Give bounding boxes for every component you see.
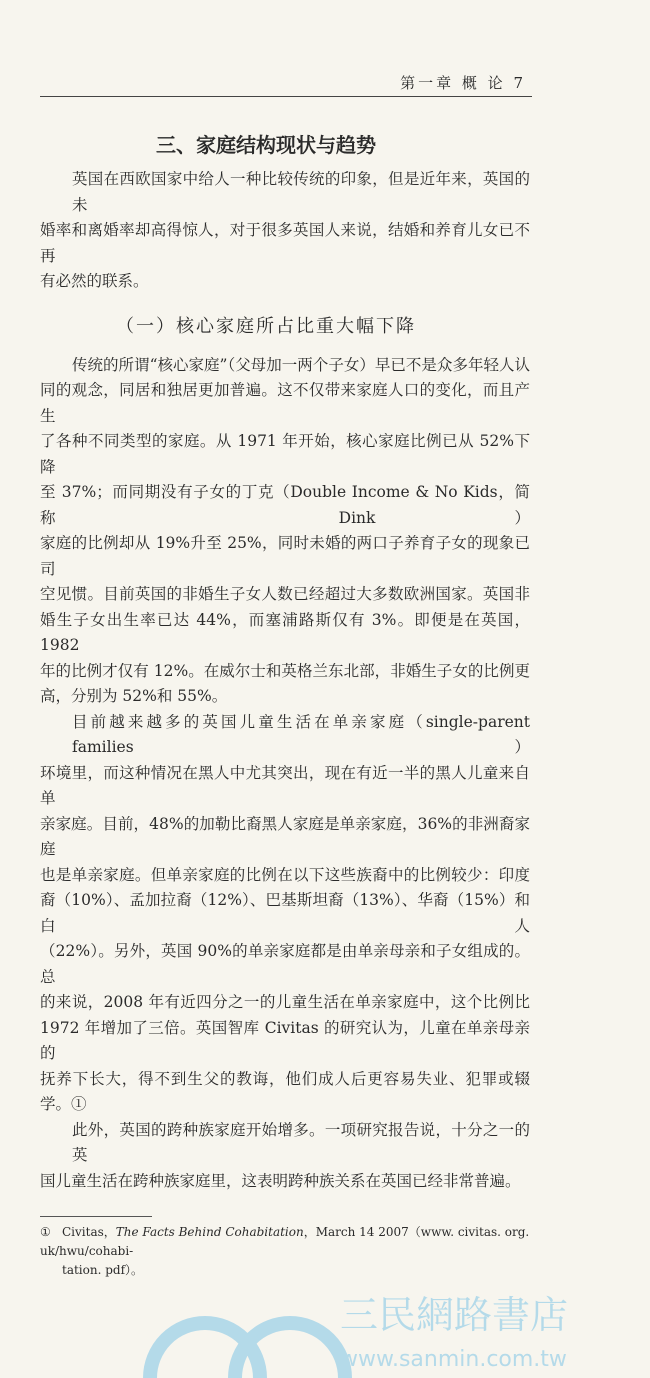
text-line: 婚生子女出生率已达 44%，而塞浦路斯仅有 3%。即便是在英国，1982 [40, 610, 530, 654]
footnote-source: ，March 14 2007（www. civitas. org. uk/hwu/cohabi- [40, 1225, 530, 1258]
text-line: 了各种不同类型的家庭。从 1971 年开始，核心家庭比例已从 52%下降 [40, 432, 530, 476]
text-line: 裔（10%）、孟加拉裔（12%）、巴基斯坦裔（13%）、华裔（15%）和白人 [40, 891, 530, 935]
footnote-title: The Facts Behind Cohabitation [115, 1225, 304, 1239]
text-line: 有必然的联系。 [40, 272, 149, 290]
paragraph-4 [40, 1118, 530, 1195]
paragraph-3 [40, 710, 530, 1118]
text-line: 环境里，而这种情况在黑人中尤其突出，现在有近一半的黑人儿童来自单 [40, 763, 530, 807]
text-line: 1972 年增加了三倍。英国智库 Civitas 的研究认为，儿童在单亲母亲的 [40, 1018, 530, 1062]
page-header-text: 第一章 概 论 7 [400, 74, 526, 92]
text-line: 高，分别为 52%和 55%。 [40, 687, 228, 705]
text-line: 的来说，2008 年有近四分之一的儿童生活在单亲家庭中，这个比例比 [40, 993, 530, 1011]
page-column [40, 72, 569, 1378]
footnote-divider [40, 1216, 152, 1217]
section-title: 三、家庭结构现状与趋势 [156, 133, 376, 157]
text-line: 英国在西欧国家中给人一种比较传统的印象，但是近年来，英国的未 [72, 170, 530, 214]
paragraph-2 [40, 353, 530, 710]
sanmin-watermark-logo [140, 1288, 569, 1378]
running-header [40, 72, 532, 97]
text-line: 此外，英国的跨种族家庭开始增多。一项研究报告说，十分之一的英 [72, 1120, 530, 1164]
text-line: 婚率和离婚率却高得惊人，对于很多英国人来说，结婚和养育儿女已不再 [40, 221, 530, 265]
footnote-source-cont: tation. pdf）。 [62, 1263, 144, 1277]
footnote-marker: ① [40, 1225, 51, 1239]
paragraph-1 [40, 167, 530, 295]
watermark-name: 三民網路書店 [340, 1293, 569, 1337]
text-line: 国儿童生活在跨种族家庭里，这表明跨种族关系在英国已经非常普遍。 [40, 1171, 521, 1190]
footnote [40, 1223, 530, 1280]
text-line: 家庭的比例却从 19%升至 25%，同时未婚的两口子养育子女的现象已司 [40, 534, 530, 578]
text-line: 亲家庭。目前，48%的加勒比裔黑人家庭是单亲家庭，36%的非洲裔家庭 [40, 814, 530, 858]
text-line: 至 37%；而同期没有子女的丁克（Double Income & No Kids，简称 Dink） [40, 483, 530, 527]
text-line: （22%）。另外，英国 90%的单亲家庭都是由单亲母亲和子女组成的。总 [40, 942, 530, 986]
text-line: 传统的所谓“核心家庭”（父母加一两个子女）早已不是众多年轻人认 [72, 355, 530, 374]
text-line: 抚养下长大，得不到生父的教诲，他们成人后更容易失业、犯罪或辍学。① [40, 1069, 530, 1113]
text-line: 目前越来越多的英国儿童生活在单亲家庭（single-parent families） [72, 712, 530, 756]
text-line: 同的观念，同居和独居更加普遍。这不仅带来家庭人口的变化，而且产生 [40, 381, 530, 425]
text-line: 也是单亲家庭。但单亲家庭的比例在以下这些族裔中的比例较少：印度 [40, 865, 530, 884]
text-line: 年的比例才仅有 12%。在威尔士和英格兰东北部，非婚生子女的比例更 [40, 661, 530, 680]
footnote-author: Civitas， [62, 1225, 116, 1239]
watermark-url: www.sanmin.com.tw [340, 1347, 567, 1372]
text-line: 空见惯。目前英国的非婚生子女人数已经超过大多数欧洲国家。英国非 [40, 585, 530, 603]
subsection-title: （一）核心家庭所占比重大幅下降 [116, 315, 416, 337]
